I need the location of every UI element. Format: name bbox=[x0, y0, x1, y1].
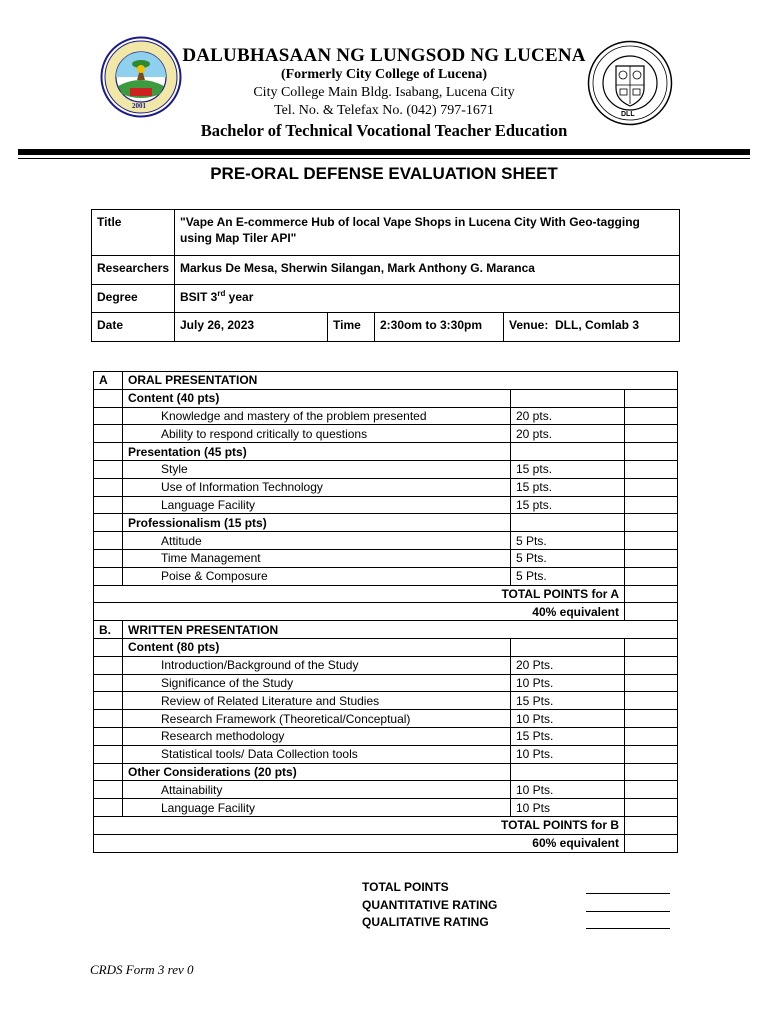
score-input-cell[interactable] bbox=[625, 496, 678, 514]
criteria-points: 5 Pts. bbox=[511, 532, 625, 550]
criteria-points: 10 Pts. bbox=[511, 781, 625, 799]
criteria-row bbox=[94, 727, 678, 745]
degree-ordinal: rd bbox=[217, 289, 226, 298]
blank-cell bbox=[94, 710, 123, 728]
score-input-cell[interactable] bbox=[625, 745, 678, 763]
criteria-points: 20 Pts. bbox=[511, 656, 625, 674]
criteria-group-heading: Professionalism (15 pts) bbox=[123, 514, 511, 532]
blank-cell bbox=[511, 638, 625, 656]
criteria-group-row bbox=[94, 638, 678, 656]
criteria-points: 15 pts. bbox=[511, 496, 625, 514]
criteria-group-row bbox=[94, 514, 678, 532]
equivalent-label: 40% equivalent bbox=[94, 603, 625, 621]
criteria-row bbox=[94, 460, 678, 478]
summary-total-label: TOTAL POINTS bbox=[362, 880, 449, 894]
total-row bbox=[94, 585, 678, 603]
evaluation-table bbox=[93, 371, 678, 853]
score-input-cell[interactable] bbox=[625, 763, 678, 781]
blank-cell bbox=[94, 745, 123, 763]
degree-text: BSIT 3 bbox=[180, 290, 218, 304]
criteria-points: 10 Pts. bbox=[511, 674, 625, 692]
criteria-label: Time Management bbox=[123, 549, 511, 567]
institution-name: DALUBHASAAN NG LUNGSOD NG LUCENA bbox=[182, 45, 586, 66]
summary-qualitative-label: QUALITATIVE RATING bbox=[362, 915, 489, 929]
equivalent-row bbox=[94, 603, 678, 621]
former-name: (Formerly City College of Lucena) bbox=[280, 67, 488, 82]
criteria-row bbox=[94, 674, 678, 692]
criteria-row bbox=[94, 692, 678, 710]
research-title: "Vape An E-commerce Hub of local Vape Shops in Lucena City With Geo-tagging using Map Tiler API" bbox=[175, 210, 680, 256]
criteria-row bbox=[94, 656, 678, 674]
criteria-points: 10 Pts. bbox=[511, 710, 625, 728]
address: City College Main Bldg. Isabang, Lucena City bbox=[253, 85, 515, 100]
phone-number: Tel. No. & Telefax No. (042) 797-1671 bbox=[274, 103, 494, 118]
criteria-points: 20 pts. bbox=[511, 425, 625, 443]
criteria-row bbox=[94, 478, 678, 496]
section-header-row bbox=[94, 621, 678, 639]
criteria-points: 10 Pts. bbox=[511, 745, 625, 763]
section-heading: WRITTEN PRESENTATION bbox=[123, 621, 678, 639]
criteria-points: 5 Pts. bbox=[511, 567, 625, 585]
blank-cell bbox=[94, 727, 123, 745]
criteria-label: Research methodology bbox=[123, 727, 511, 745]
form-code: CRDS Form 3 rev 0 bbox=[90, 962, 194, 977]
score-input-cell[interactable] bbox=[625, 674, 678, 692]
criteria-label: Style bbox=[123, 460, 511, 478]
criteria-label: Poise & Composure bbox=[123, 567, 511, 585]
equivalent-label: 60% equivalent bbox=[94, 834, 625, 852]
blank-cell bbox=[94, 567, 123, 585]
blank-cell bbox=[94, 389, 123, 407]
criteria-label: Language Facility bbox=[123, 496, 511, 514]
blank-cell bbox=[94, 799, 123, 817]
score-input-cell[interactable] bbox=[625, 692, 678, 710]
total-label: TOTAL POINTS for B bbox=[94, 816, 625, 834]
blank-cell bbox=[511, 763, 625, 781]
info-row-degree bbox=[92, 285, 680, 313]
criteria-points: 15 Pts. bbox=[511, 692, 625, 710]
date-label: Date bbox=[92, 313, 175, 342]
program-name: Bachelor of Technical Vocational Teacher Education bbox=[200, 121, 568, 140]
score-input-cell[interactable] bbox=[625, 407, 678, 425]
blank-cell bbox=[94, 443, 123, 461]
criteria-group-heading: Content (40 pts) bbox=[123, 389, 511, 407]
criteria-label: Ability to respond critically to questions bbox=[123, 425, 511, 443]
section-heading: ORAL PRESENTATION bbox=[123, 372, 678, 390]
section-letter: B. bbox=[94, 621, 123, 639]
total-points-blank[interactable] bbox=[586, 893, 670, 894]
criteria-row bbox=[94, 781, 678, 799]
blank-cell bbox=[94, 763, 123, 781]
criteria-group-row bbox=[94, 443, 678, 461]
left-seal-year: 2001 bbox=[132, 102, 146, 110]
time-value: 2:30om to 3:30pm bbox=[375, 313, 504, 342]
criteria-row bbox=[94, 532, 678, 550]
criteria-points: 15 pts. bbox=[511, 478, 625, 496]
qualitative-rating-blank[interactable] bbox=[586, 928, 670, 929]
criteria-group-row bbox=[94, 763, 678, 781]
blank-cell bbox=[94, 674, 123, 692]
quantitative-rating-blank[interactable] bbox=[586, 911, 670, 912]
criteria-label: Attainability bbox=[123, 781, 511, 799]
criteria-label: Research Framework (Theoretical/Conceptual) bbox=[123, 710, 511, 728]
criteria-row bbox=[94, 496, 678, 514]
blank-cell bbox=[511, 443, 625, 461]
equivalent-input-cell[interactable] bbox=[625, 603, 678, 621]
total-input-cell[interactable] bbox=[625, 816, 678, 834]
criteria-label: Attitude bbox=[123, 532, 511, 550]
researchers-label: Researchers bbox=[92, 256, 175, 285]
criteria-group-heading: Other Considerations (20 pts) bbox=[123, 763, 511, 781]
title-label: Title bbox=[92, 210, 175, 256]
criteria-group-heading: Presentation (45 pts) bbox=[123, 443, 511, 461]
criteria-group-row bbox=[94, 389, 678, 407]
criteria-points: 15 pts. bbox=[511, 460, 625, 478]
degree-value bbox=[175, 285, 680, 313]
info-row-title bbox=[92, 210, 680, 256]
score-input-cell[interactable] bbox=[625, 532, 678, 550]
equivalent-input-cell[interactable] bbox=[625, 834, 678, 852]
criteria-label: Language Facility bbox=[123, 799, 511, 817]
sheet-title: PRE-ORAL DEFENSE EVALUATION SHEET bbox=[210, 164, 558, 183]
section-letter: A bbox=[94, 372, 123, 390]
researchers-value: Markus De Mesa, Sherwin Silangan, Mark Anthony G. Maranca bbox=[175, 256, 680, 285]
blank-cell bbox=[94, 656, 123, 674]
info-row-researchers bbox=[92, 256, 680, 285]
criteria-row bbox=[94, 745, 678, 763]
blank-cell bbox=[94, 425, 123, 443]
total-row bbox=[94, 816, 678, 834]
criteria-points: 15 Pts. bbox=[511, 727, 625, 745]
score-input-cell[interactable] bbox=[625, 567, 678, 585]
right-seal-abbr: DLL bbox=[621, 111, 635, 118]
total-label: TOTAL POINTS for A bbox=[94, 585, 625, 603]
criteria-label: Introduction/Background of the Study bbox=[123, 656, 511, 674]
header-divider-thin bbox=[18, 158, 750, 159]
blank-cell bbox=[94, 514, 123, 532]
time-label: Time bbox=[328, 313, 375, 342]
blank-cell bbox=[94, 781, 123, 799]
score-input-cell[interactable] bbox=[625, 514, 678, 532]
score-input-cell[interactable] bbox=[625, 425, 678, 443]
blank-cell bbox=[94, 638, 123, 656]
criteria-label: Significance of the Study bbox=[123, 674, 511, 692]
score-input-cell[interactable] bbox=[625, 638, 678, 656]
score-input-cell[interactable] bbox=[625, 781, 678, 799]
criteria-points: 20 pts. bbox=[511, 407, 625, 425]
info-row-date bbox=[92, 313, 680, 342]
criteria-label: Knowledge and mastery of the problem presented bbox=[123, 407, 511, 425]
score-input-cell[interactable] bbox=[625, 549, 678, 567]
criteria-row bbox=[94, 549, 678, 567]
total-input-cell[interactable] bbox=[625, 585, 678, 603]
score-input-cell[interactable] bbox=[625, 460, 678, 478]
criteria-group-heading: Content (80 pts) bbox=[123, 638, 511, 656]
blank-cell bbox=[94, 460, 123, 478]
defense-info-table bbox=[91, 209, 680, 342]
score-input-cell[interactable] bbox=[625, 656, 678, 674]
criteria-label: Statistical tools/ Data Collection tools bbox=[123, 745, 511, 763]
date-value: July 26, 2023 bbox=[175, 313, 328, 342]
blank-cell bbox=[511, 514, 625, 532]
blank-cell bbox=[94, 478, 123, 496]
criteria-row bbox=[94, 710, 678, 728]
blank-cell bbox=[94, 407, 123, 425]
score-input-cell[interactable] bbox=[625, 799, 678, 817]
criteria-label: Review of Related Literature and Studies bbox=[123, 692, 511, 710]
equivalent-row bbox=[94, 834, 678, 852]
header-divider-thick bbox=[18, 149, 750, 155]
blank-cell bbox=[94, 692, 123, 710]
degree-suffix: year bbox=[225, 290, 254, 304]
score-input-cell[interactable] bbox=[625, 727, 678, 745]
venue-value: Venue: DLL, Comlab 3 bbox=[504, 313, 680, 342]
criteria-row bbox=[94, 799, 678, 817]
section-header-row bbox=[94, 372, 678, 390]
score-input-cell[interactable] bbox=[625, 478, 678, 496]
score-input-cell[interactable] bbox=[625, 710, 678, 728]
blank-cell bbox=[94, 496, 123, 514]
criteria-label: Use of Information Technology bbox=[123, 478, 511, 496]
degree-label: Degree bbox=[92, 285, 175, 313]
score-input-cell[interactable] bbox=[625, 443, 678, 461]
blank-cell bbox=[94, 549, 123, 567]
criteria-points: 5 Pts. bbox=[511, 549, 625, 567]
summary-quantitative-label: QUANTITATIVE RATING bbox=[362, 898, 498, 912]
criteria-points: 10 Pts bbox=[511, 799, 625, 817]
criteria-row bbox=[94, 567, 678, 585]
blank-cell bbox=[94, 532, 123, 550]
blank-cell bbox=[511, 389, 625, 407]
score-input-cell[interactable] bbox=[625, 389, 678, 407]
criteria-row bbox=[94, 425, 678, 443]
criteria-row bbox=[94, 407, 678, 425]
